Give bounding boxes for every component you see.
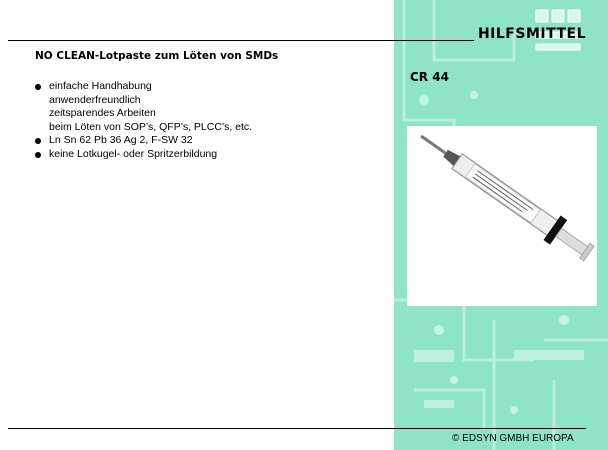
feature-line: beim Löten von SOP’s, QFP’s, PLCC’s, etc. <box>49 120 253 133</box>
header-divider <box>8 40 474 41</box>
section-header: HILFSMITTEL <box>477 26 586 42</box>
feature-line: keine Lotkugel- oder Spritzerbildung <box>49 147 218 160</box>
feature-line: anwenderfreundlich <box>49 93 141 106</box>
product-code: CR 44 <box>410 70 449 84</box>
copyright-notice: © EDSYN GMBH EUROPA <box>452 433 574 444</box>
feature-line: einfache Handhabung <box>49 80 152 92</box>
feature-list <box>33 80 252 161</box>
footer-divider <box>8 428 586 429</box>
feature-line: zeitsparendes Arbeiten <box>49 107 156 119</box>
feature-item <box>33 80 252 134</box>
feature-line: Ln Sn 62 Pb 36 Ag 2, F-SW 32 <box>49 134 193 146</box>
round-bullet-icon <box>35 138 41 144</box>
round-bullet-icon <box>35 152 41 158</box>
feature-item <box>33 148 252 162</box>
product-title: NO CLEAN-Lotpaste zum Löten von SMDs <box>35 50 279 62</box>
round-bullet-icon <box>35 84 41 90</box>
syringe-image <box>407 126 597 306</box>
feature-item <box>33 134 252 148</box>
